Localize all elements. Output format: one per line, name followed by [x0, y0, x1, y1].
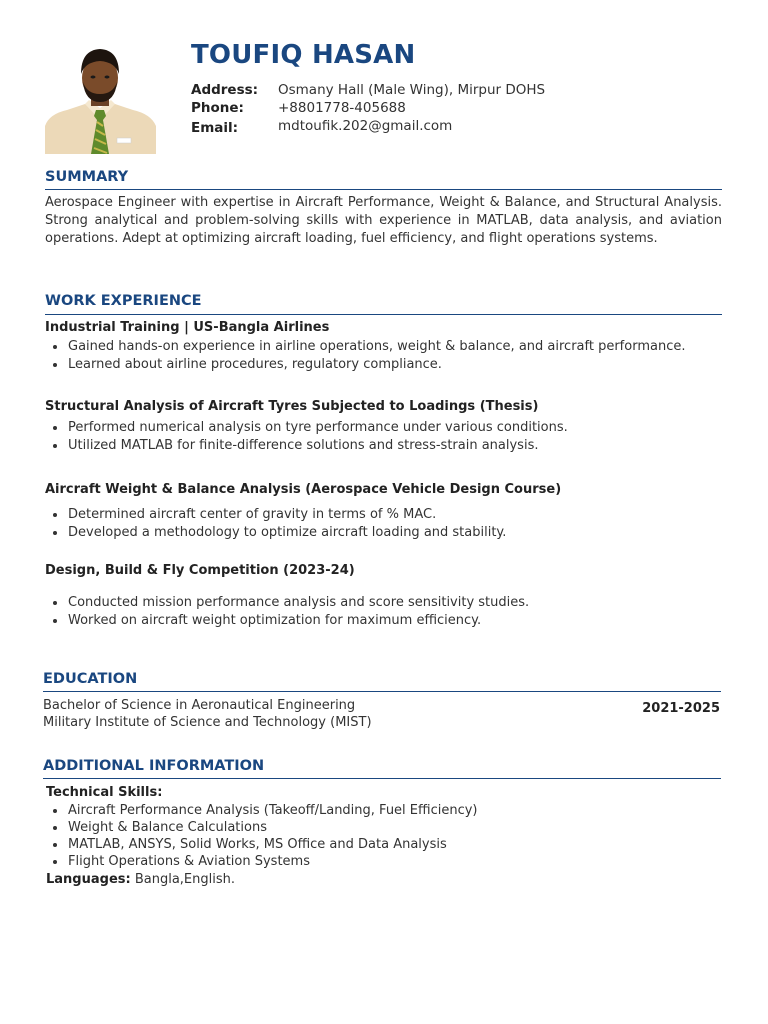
- bullet-dot: [53, 860, 57, 864]
- bullet-text: Developed a methodology to optimize aircraft loading and stability.: [68, 525, 507, 540]
- bullet-text: Worked on aircraft weight optimization for maximum efficiency.: [68, 613, 482, 628]
- additional-info-divider: [43, 778, 721, 779]
- education-degree: Bachelor of Science in Aeronautical Engineering: [43, 698, 356, 713]
- education-years: 2021-2025: [642, 701, 720, 716]
- bullet-dot: [53, 809, 57, 813]
- work-item-bullets: [45, 506, 506, 542]
- list-item: [45, 419, 568, 437]
- list-item: [45, 802, 478, 819]
- list-item: [45, 506, 506, 524]
- email-label: Email:: [191, 120, 239, 136]
- phone-label: Phone:: [191, 100, 244, 116]
- languages-row: [46, 872, 235, 887]
- list-item: [45, 594, 529, 612]
- bullet-dot: [53, 426, 57, 430]
- work-item-heading: Structural Analysis of Aircraft Tyres Subjected to Loadings (Thesis): [45, 399, 539, 414]
- work-item-heading: Aircraft Weight & Balance Analysis (Aerospace Vehicle Design Course): [45, 482, 562, 497]
- additional-info-heading: ADDITIONAL INFORMATION: [43, 758, 265, 774]
- profile-photo: [45, 42, 156, 154]
- address-value: Osmany Hall (Male Wing), Mirpur DOHS: [278, 82, 546, 98]
- bullet-text: Performed numerical analysis on tyre performance under various conditions.: [68, 420, 568, 435]
- work-item-bullets: [45, 594, 529, 630]
- summary-divider: [45, 189, 722, 190]
- bullet-dot: [53, 531, 57, 535]
- email-value[interactable]: mdtoufik.202@gmail.com: [278, 118, 453, 134]
- education-divider: [43, 691, 721, 692]
- education-institution: Military Institute of Science and Technology (MIST): [43, 715, 372, 730]
- bullet-dot: [53, 363, 57, 367]
- bullet-text: Conducted mission performance analysis and score sensitivity studies.: [68, 595, 530, 610]
- work-experience-heading: WORK EXPERIENCE: [45, 293, 202, 309]
- list-item: [45, 437, 568, 455]
- list-item: [45, 836, 478, 853]
- work-item-heading: Design, Build & Fly Competition (2023-24): [45, 563, 355, 578]
- technical-skills-list: [45, 802, 478, 870]
- bullet-dot: [53, 444, 57, 448]
- list-item: [45, 338, 685, 356]
- education-heading: EDUCATION: [43, 671, 138, 687]
- languages-value: Bangla,English.: [134, 872, 236, 887]
- bullet-dot: [53, 826, 57, 830]
- skill-text: Flight Operations & Aviation Systems: [68, 854, 310, 869]
- bullet-dot: [53, 345, 57, 349]
- list-item: [45, 612, 529, 630]
- list-item: [45, 819, 478, 836]
- list-item: [45, 356, 685, 374]
- list-item: [45, 853, 478, 870]
- skill-text: Weight & Balance Calculations: [68, 820, 267, 835]
- bullet-dot: [53, 843, 57, 847]
- summary-heading: SUMMARY: [45, 169, 129, 185]
- skill-text: Aircraft Performance Analysis (Takeoff/Landing, Fuel Efficiency): [68, 803, 478, 818]
- bullet-text: Learned about airline procedures, regulatory compliance.: [68, 357, 442, 372]
- languages-label: Languages:: [46, 872, 131, 887]
- bullet-dot: [53, 601, 57, 605]
- bullet-dot: [53, 513, 57, 517]
- list-item: [45, 524, 506, 542]
- work-item-heading: Industrial Training | US-Bangla Airlines: [45, 320, 330, 335]
- work-experience-divider: [45, 314, 722, 315]
- work-item-bullets: [45, 419, 568, 455]
- bullet-text: Utilized MATLAB for finite-difference solutions and stress-strain analysis.: [68, 438, 539, 453]
- bullet-dot: [53, 619, 57, 623]
- technical-skills-label: Technical Skills:: [46, 785, 163, 800]
- work-item-bullets: [45, 338, 685, 374]
- phone-value: +8801778-405688: [278, 100, 406, 116]
- address-label: Address:: [191, 82, 259, 98]
- skill-text: MATLAB, ANSYS, Solid Works, MS Office and Data Analysis: [68, 837, 447, 852]
- bullet-text: Determined aircraft center of gravity in terms of % MAC.: [68, 507, 437, 522]
- bullet-text: Gained hands-on experience in airline operations, weight & balance, and aircraft performance.: [68, 339, 686, 354]
- summary-text: Aerospace Engineer with expertise in Aircraft Performance, Weight & Balance, and Structural Analysis. Strong analytical and problem-solving skills with experience in MATLAB, data analysis, and aviation operations. Adept at optimizing aircraft loading, fuel efficiency, and flight operations systems.: [45, 195, 722, 246]
- candidate-name: TOUFIQ HASAN: [191, 40, 416, 70]
